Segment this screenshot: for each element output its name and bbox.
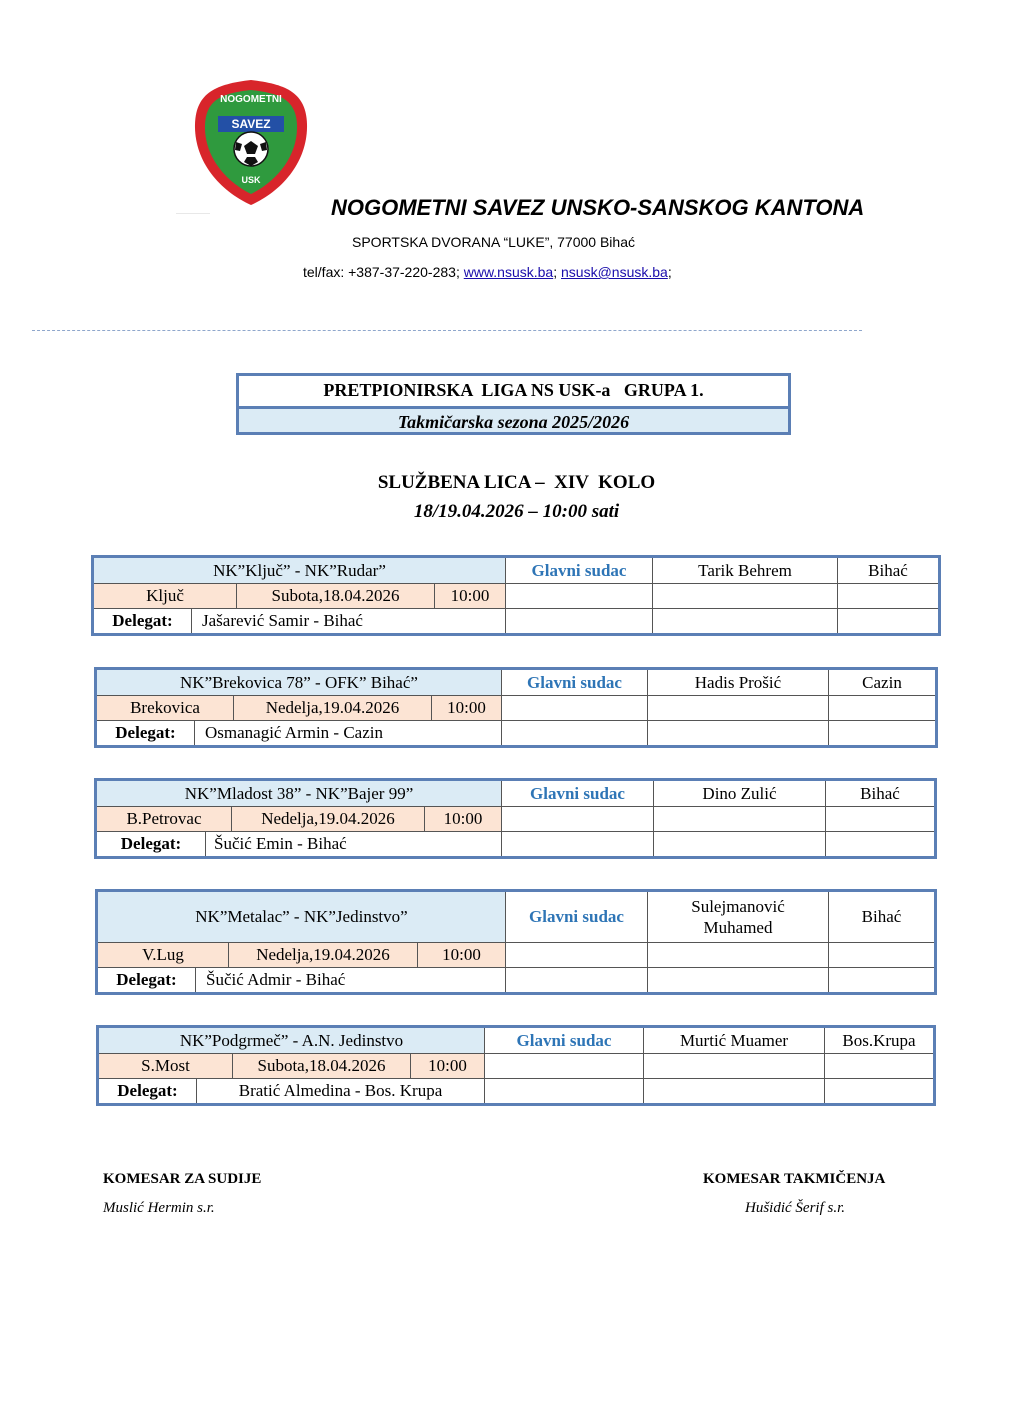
fixture: NK”Brekovica 78” - OFK” Bihać” — [97, 670, 501, 695]
column-divider — [231, 806, 232, 831]
column-divider — [196, 1078, 197, 1103]
row-divider — [97, 831, 934, 832]
round-title: SLUŽBENA LICA – XIV KOLO — [377, 472, 656, 493]
column-divider — [484, 1028, 485, 1103]
fixture: NK”Mladost 38” - NK”Bajer 99” — [97, 781, 501, 806]
match-table — [94, 778, 937, 859]
competition-commissioner-name: Hušidić Šerif s.r. — [745, 1200, 846, 1216]
column-divider — [501, 781, 502, 856]
delegate-label: Delegat: — [115, 723, 176, 742]
logo-top-text: NOGOMETNI — [220, 94, 282, 105]
venue: Ključ — [94, 584, 236, 608]
column-divider — [424, 806, 425, 831]
league-season: Takmičarska sezona 2025/2026 — [239, 406, 788, 432]
column-divider — [653, 781, 654, 856]
column-divider — [828, 670, 829, 745]
contact-separator: ; — [553, 264, 561, 280]
organization-title: NOGOMETNI SAVEZ UNSKO-SANSKOG KANTONA — [331, 195, 865, 220]
federation-logo — [192, 78, 310, 208]
column-divider — [505, 558, 506, 633]
match-time: 10:00 — [411, 1054, 484, 1078]
column-divider — [647, 892, 648, 992]
logo-middle-text: SAVEZ — [231, 117, 271, 131]
match-day-date: Nedelja,19.04.2026 — [229, 943, 417, 967]
referee-label: Glavni sudac — [530, 783, 625, 803]
referee-label: Glavni sudac — [531, 560, 627, 580]
referee-label: Glavni sudac — [529, 907, 624, 926]
column-divider — [643, 1028, 644, 1103]
league-name: PRETPIONIRSKA LIGA NS USK-a GRUPA 1. — [323, 380, 704, 400]
column-divider — [837, 558, 838, 633]
row-divider — [94, 608, 938, 609]
match-table — [94, 667, 938, 748]
referee-commissioner-name: Muslić Hermin s.r. — [103, 1200, 215, 1216]
column-divider — [191, 608, 192, 633]
row-divider — [97, 720, 935, 721]
column-divider — [505, 892, 506, 992]
header-divider — [32, 330, 862, 331]
referee-city: Bos.Krupa — [842, 1030, 916, 1050]
column-divider — [228, 942, 229, 967]
venue: Brekovica — [97, 696, 233, 720]
match-day-date: Nedelja,19.04.2026 — [232, 807, 424, 831]
referee-commissioner-title: KOMESAR ZA SUDIJE — [103, 1171, 262, 1187]
organization-contact — [303, 264, 672, 280]
fixture: NK”Ključ” - NK”Rudar” — [94, 558, 505, 583]
venue: V.Lug — [98, 943, 228, 967]
column-divider — [825, 781, 826, 856]
referee-name — [648, 892, 828, 942]
referee-name: Hadis Prošić — [694, 672, 782, 692]
delegate-name: Šučić Admir - Bihać — [206, 970, 346, 989]
row-divider — [98, 942, 934, 943]
column-divider — [410, 1053, 411, 1078]
row-divider — [94, 583, 938, 584]
match-table — [95, 889, 937, 995]
delegate-label: Delegat: — [117, 1081, 178, 1100]
delegate-name: Šučić Emin - Bihać — [214, 834, 347, 853]
column-divider — [434, 583, 435, 608]
column-divider — [652, 558, 653, 633]
website-link[interactable]: www.nsusk.ba — [463, 264, 554, 280]
match-time: 10:00 — [418, 943, 505, 967]
venue: S.Most — [99, 1054, 232, 1078]
column-divider — [236, 583, 237, 608]
competition-commissioner-title: KOMESAR TAKMIČENJA — [703, 1171, 886, 1187]
delegate-name: Osmanagić Armin - Cazin — [205, 723, 383, 742]
referee-city: Bihać — [860, 783, 900, 803]
logo-bottom-text: USK — [241, 175, 261, 185]
referee-name: Murtić Muamer — [679, 1030, 789, 1050]
match-time: 10:00 — [435, 584, 505, 608]
match-table — [91, 555, 941, 636]
delegate-name: Bratić Almedina - Bos. Krupa — [238, 1081, 443, 1100]
column-divider — [195, 967, 196, 992]
shield-logo-icon — [192, 78, 310, 208]
column-divider — [205, 831, 206, 856]
row-divider — [99, 1078, 933, 1079]
column-divider — [828, 892, 829, 992]
row-divider — [98, 967, 934, 968]
column-divider — [501, 670, 502, 745]
column-divider — [232, 1053, 233, 1078]
column-divider — [431, 695, 432, 720]
organization-address: SPORTSKA DVORANA “LUKE”, 77000 Bihać — [352, 234, 635, 250]
referee-label: Glavni sudac — [516, 1030, 612, 1050]
referee-city: Bihać — [861, 907, 902, 926]
email-link[interactable]: nsusk@nsusk.ba — [561, 264, 668, 280]
contact-phone: tel/fax: +387-37-220-283; — [303, 264, 464, 280]
match-day-date: Subota,18.04.2026 — [233, 1054, 410, 1078]
delegate-name: Jašarević Samir - Bihać — [202, 611, 363, 630]
round-date: 18/19.04.2026 – 10:00 sati — [413, 501, 620, 522]
match-day-date: Subota,18.04.2026 — [237, 584, 434, 608]
column-divider — [417, 942, 418, 967]
venue: B.Petrovac — [97, 807, 231, 831]
row-divider — [97, 695, 935, 696]
delegate-label: Delegat: — [120, 834, 182, 853]
delegate-label: Delegat: — [116, 970, 177, 989]
referee-city: Bihać — [868, 560, 908, 580]
match-time: 10:00 — [432, 696, 501, 720]
logo-underline — [176, 213, 210, 214]
match-day-date: Nedelja,19.04.2026 — [234, 696, 431, 720]
column-divider — [647, 670, 648, 745]
referee-first-line: Sulejmanović — [691, 897, 785, 916]
league-box — [236, 373, 791, 435]
match-table — [96, 1025, 936, 1106]
column-divider — [233, 695, 234, 720]
match-time: 10:00 — [425, 807, 501, 831]
referee-label: Glavni sudac — [527, 672, 622, 692]
referee-name: Dino Zulić — [702, 783, 777, 803]
delegate-label: Delegat: — [112, 611, 173, 630]
row-divider — [99, 1053, 933, 1054]
referee-second-line: Muhamed — [703, 918, 773, 937]
column-divider — [194, 720, 195, 745]
contact-suffix: ; — [667, 264, 672, 280]
referee-city: Cazin — [862, 672, 902, 692]
fixture: NK”Metalac” - NK”Jedinstvo” — [98, 892, 505, 942]
column-divider — [824, 1028, 825, 1103]
fixture: NK”Podgrmeč” - A.N. Jedinstvo — [99, 1028, 484, 1053]
row-divider — [97, 806, 934, 807]
referee-name: Tarik Behrem — [698, 560, 792, 580]
